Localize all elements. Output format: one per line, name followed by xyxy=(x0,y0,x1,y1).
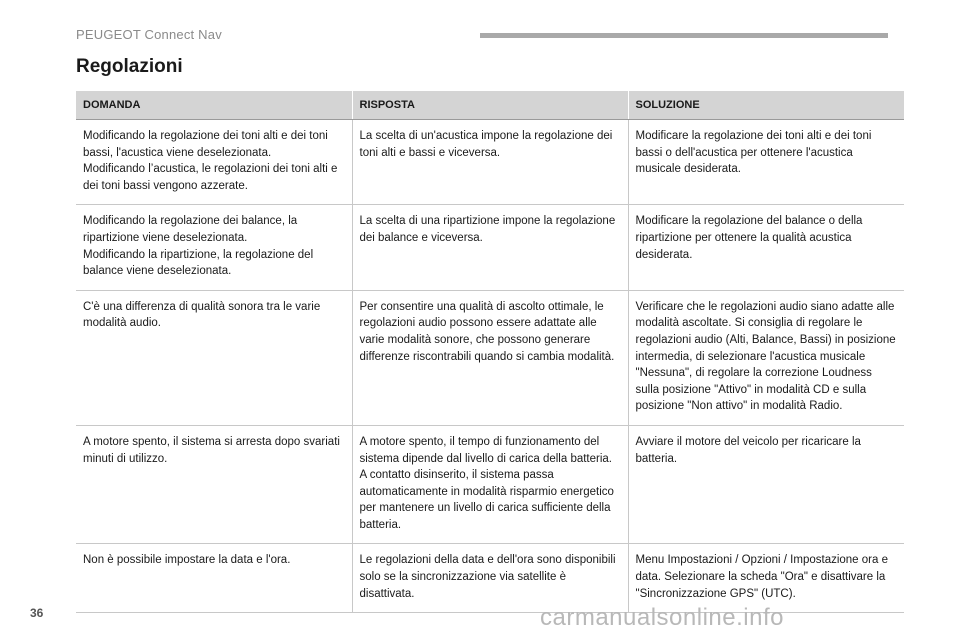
table-row xyxy=(76,290,904,425)
solution-cell: Avviare il motore del veicolo per ricaricare la batteria. xyxy=(628,425,904,544)
question-cell: A motore spento, il sistema si arresta dopo svariati minuti di utilizzo. xyxy=(76,425,352,544)
question-cell: C'è una differenza di qualità sonora tra le varie modalità audio. xyxy=(76,290,352,425)
answer-cell: A motore spento, il tempo di funzionamento del sistema dipende dal livello di carica della batteria. A contatto disinserito, il sistema passa automaticamente in modalità risparmio energetico per mantenere un livello di carica sufficiente della batteria. xyxy=(352,425,628,544)
solution-cell: Modificare la regolazione del balance o della ripartizione per ottenere la qualità acustica desiderata. xyxy=(628,205,904,290)
page-title: Regolazioni xyxy=(76,56,183,77)
question-cell: Modificando la regolazione dei toni alti e dei toni bassi, l'acustica viene deselezionata. Modificando l’acustica, le regolazioni dei toni alti e dei toni bassi vengono azzerate. xyxy=(76,120,352,205)
header-divider-bar xyxy=(480,33,888,38)
answer-cell: La scelta di una ripartizione impone la regolazione dei balance e viceversa. xyxy=(352,205,628,290)
solution-cell: Modificare la regolazione dei toni alti e dei toni bassi o dell'acustica per ottenere l'acustica musicale desiderata. xyxy=(628,120,904,205)
table-row xyxy=(76,120,904,205)
answer-cell: Per consentire una qualità di ascolto ottimale, le regolazioni audio possono essere adattate alle varie modalità sonore, che possono generare differenze riscontrabili quando si cambia modalità. xyxy=(352,290,628,425)
column-header-risposta: RISPOSTA xyxy=(352,91,628,120)
question-cell: Non è possibile impostare la data e l'ora. xyxy=(76,544,352,613)
column-header-domanda: DOMANDA xyxy=(76,91,352,120)
question-cell: Modificando la regolazione dei balance, la ripartizione viene deselezionata. Modificando la ripartizione, la regolazione del balance viene deselezionata. xyxy=(76,205,352,290)
table-row xyxy=(76,544,904,613)
table-row xyxy=(76,205,904,290)
watermark-text: carmanualsonline.info xyxy=(540,604,784,631)
table-header-row xyxy=(76,91,904,120)
solution-cell: Verificare che le regolazioni audio siano adatte alle modalità ascoltate. Si consiglia di regolare le regolazioni audio (Alti, Balance, Bassi) in posizione intermedia, di selezionare l'acustica musicale "Nessuna", di regolare la correzione Loudness sulla posizione "Attivo" in modalità CD e sulla posizione "Non attivo" in modalità Radio. xyxy=(628,290,904,425)
solution-cell: Menu Impostazioni / Opzioni / Impostazione ora e data. Selezionare la scheda "Ora" e disattivare la "Sincronizzazione GPS" (UTC). xyxy=(628,544,904,613)
column-header-soluzione: SOLUZIONE xyxy=(628,91,904,120)
answer-cell: Le regolazioni della data e dell'ora sono disponibili solo se la sincronizzazione via satellite è disattivata. xyxy=(352,544,628,613)
page-number: 36 xyxy=(30,606,44,620)
header-brand: PEUGEOT Connect Nav xyxy=(76,27,222,42)
troubleshooting-table xyxy=(76,91,904,613)
table-row xyxy=(76,425,904,544)
answer-cell: La scelta di un'acustica impone la regolazione dei toni alti e bassi e viceversa. xyxy=(352,120,628,205)
